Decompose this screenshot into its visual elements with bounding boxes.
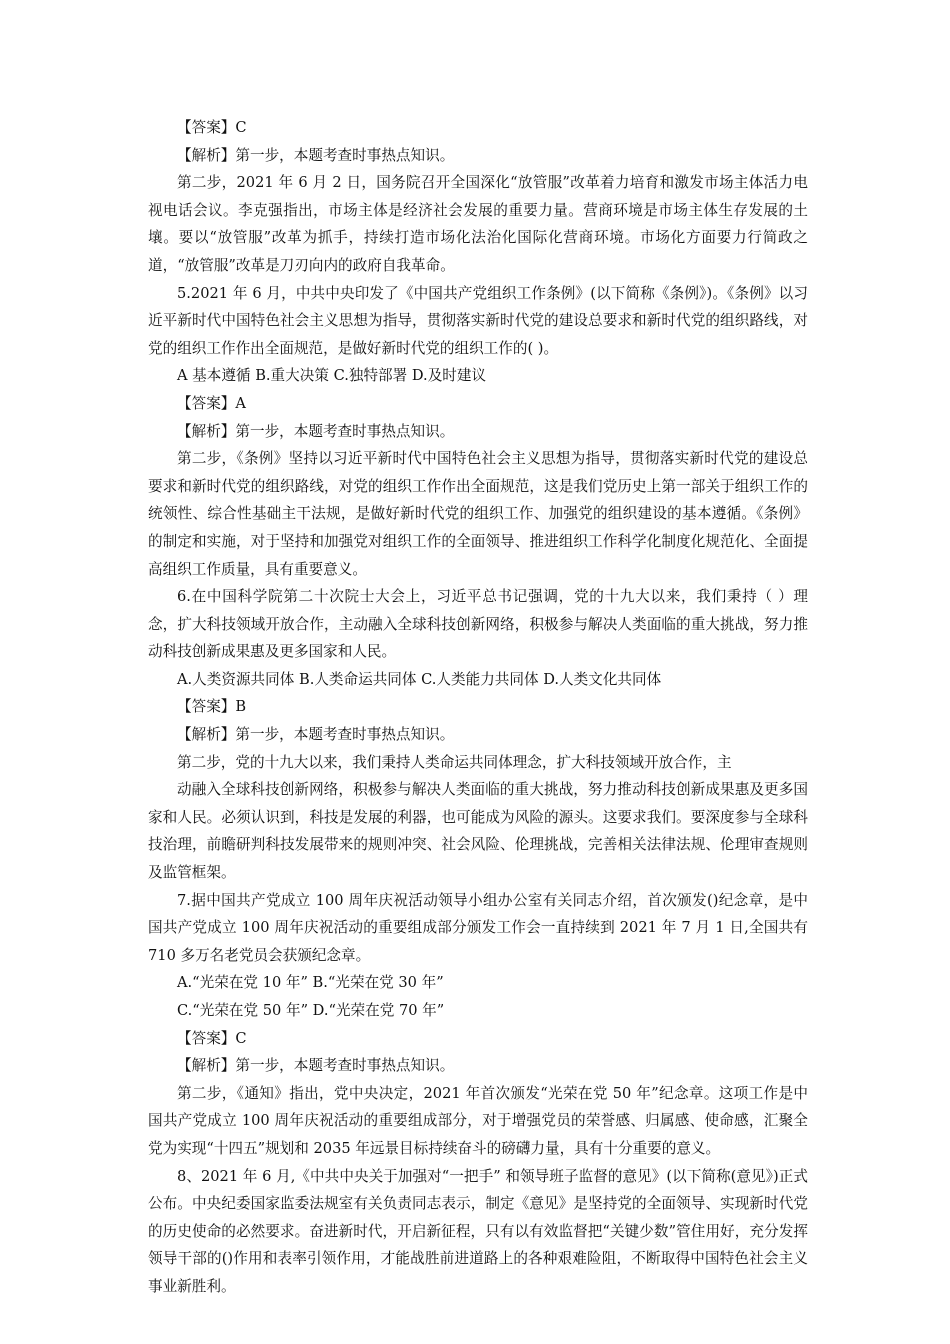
document-page	[148, 114, 808, 1301]
q7-analysis-step2: 第二步，《通知》指出，党中央决定，2021 年首次颁发“光荣在党 50 年”纪念章。这项工作是中国共产党成立 100 周年庆祝活动的重要组成部分，对于增强党员的荣誉感、归属感、使命感，汇聚全党为实现“十四五”规划和 2035 年远景目标持续奋斗的磅礴力量，具有十分重要的意义。	[148, 1084, 808, 1157]
q6-analysis-step2-continued: 动融入全球科技创新网络，积极参与解决人类面临的重大挑战，努力推动科技创新成果惠及更多国家和人民。必须认识到，科技是发展的利器，也可能成为风险的源头。这要求我们。要深度参与全球科技治理，前瞻研判科技发展带来的规则冲突、社会风险、伦理挑战，完善相关法律法规、伦理审查规则及监管框架。	[148, 781, 808, 882]
q5-analysis-step2: 第二步，《条例》坚持以习近平新时代中国特色社会主义思想为指导，贯彻落实新时代党的建设总要求和新时代党的组织路线，对党的组织工作作出全面规范，这是我们党历史上第一部关于组织工作的统领性、综合性基础主干法规，是做好新时代党的组织工作、加强党的组织建设的基本遵循。《条例》的制定和实施，对于坚持和加强党对组织工作的全面领导、推进组织工作科学化制度化规范化、全面提高组织工作质量，具有重要意义。	[148, 450, 808, 578]
q6-question: 6.在中国科学院第二十次院士大会上，习近平总书记强调，党的十九大以来，我们秉持（ ）理念，扩大科技领域开放合作，主动融入全球科技创新网络，积极参与解决人类面临的重大挑战，努力推动科技创新成果惠及更多国家和人民。	[148, 588, 808, 661]
q6-analysis-step1: 【解析】第一步，本题考查时事热点知识。	[177, 726, 455, 744]
q5-analysis-step1: 【解析】第一步，本题考查时事热点知识。	[177, 422, 455, 440]
q6-analysis-step2: 第二步，党的十九大以来，我们秉持人类命运共同体理念，扩大科技领域开放合作，主	[177, 753, 732, 771]
q6-answer: 【答案】B	[177, 698, 247, 716]
q5-answer: 【答案】A	[177, 394, 246, 412]
q4-answer: 【答案】C	[177, 119, 247, 136]
q7-options-ab: A.“光荣在党 10 年” B.“光荣在党 30 年”	[177, 974, 444, 992]
q7-analysis-step1: 【解析】第一步，本题考查时事热点知识。	[177, 1057, 455, 1075]
q6-options: A.人类资源共同体 B.人类命运共同体 C.人类能力共同体 D.人类文化共同体	[177, 670, 662, 688]
q7-question: 7.据中国共产党成立 100 周年庆祝活动领导小组办公室有关同志介绍，首次颁发()纪念章，是中国共产党成立 100 周年庆祝活动的重要组成部分颁发工作会一直持续到 2021 年 7 月 1 日,全国共有 710 多万名老党员会获颁纪念章。	[148, 891, 808, 964]
q5-options: A 基本遵循 B.重大决策 C.独特部署 D.及时建议	[177, 367, 487, 385]
q5-question: 5.2021 年 6 月，中共中央印发了《中国共产党组织工作条例》(以下简称《条例》)。《条例》以习近平新时代中国特色社会主义思想为指导，贯彻落实新时代党的建设总要求和新时代党的组织路线，对党的组织工作作出全面规范，是做好新时代党的组织工作的( )。	[148, 284, 808, 357]
q4-analysis-step2: 第二步，2021 年 6 月 2 日，国务院召开全国深化“放管服”改革着力培育和激发市场主体活力电视电话会议。李克强指出，市场主体是经济社会发展的重要力量。营商环境是市场主体生存发展的土壤。要以“放管服”改革为抓手，持续打造市场化法治化国际化营商环境。市场化方面要力行简政之道，“放管服”改革是刀刃向内的政府自我革命。	[148, 174, 808, 274]
q7-answer: 【答案】C	[177, 1029, 247, 1047]
q7-options-cd: C.“光荣在党 50 年” D.“光荣在党 70 年”	[177, 1002, 445, 1019]
q4-analysis-step1: 【解析】第一步，本题考查时事热点知识。	[177, 146, 455, 164]
q8-question: 8、2021 年 6 月,《中共中央关于加强对“一把手” 和领导班子监督的意见》(以下简称(意见》)正式公布。中央纪委国家监委法规室有关负责同志表示，制定《意见》是坚持党的全面领导、实现新时代党的历史使命的必然要求。奋进新时代，开启新征程，只有以有效监督把“关键少数”管住用好，充分发挥领导干部的()作用和表率引领作用，才能战胜前进道路上的各种艰难险阻，不断取得中国特色社会主义事业新胜利。	[148, 1167, 808, 1295]
